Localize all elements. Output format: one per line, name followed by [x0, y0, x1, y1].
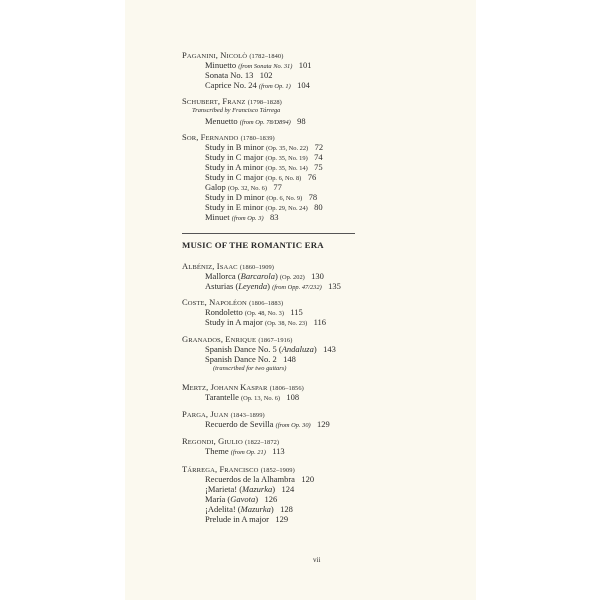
work-entry: María (Gavota) 126 [205, 494, 278, 504]
section-rule [182, 233, 355, 234]
book-page [125, 0, 476, 600]
work-entry: Study in E minor (Op. 29, No. 24) 80 [205, 202, 323, 212]
work-entry: Study in C major (Op. 6, No. 8) 76 [205, 172, 317, 182]
work-entry: Study in A minor (Op. 35, No. 14) 75 [205, 162, 323, 172]
composer-heading: SCHUBERT, FRANZ (1798–1828) [182, 96, 282, 106]
composer-heading: GRANADOS, ENRIQUE (1867–1916) [182, 334, 293, 344]
work-entry: Tarantelle (Op. 13, No. 6) 108 [205, 392, 300, 402]
work-entry: Spanish Dance No. 5 (Andaluza) 143 [205, 344, 336, 354]
page-number: vii [313, 556, 321, 564]
work-entry: Galop (Op. 32, No. 6) 77 [205, 182, 282, 192]
section-heading: MUSIC OF THE ROMANTIC ERA [182, 240, 324, 250]
work-entry: Mallorca (Barcarola) (Op. 202) 130 [205, 271, 324, 281]
work-entry: Study in A major (Op. 38, No. 23) 116 [205, 317, 327, 327]
work-entry: Recuerdo de Sevilla (from Op. 30) 129 [205, 419, 330, 429]
work-entry: Sonata No. 13 102 [205, 70, 273, 80]
composer-heading: ALBÉNIZ, ISAAC (1860–1909) [182, 261, 275, 271]
composer-heading: SOR, FERNANDO (1780–1839) [182, 132, 275, 142]
work-entry: Theme (from Op. 21) 113 [205, 446, 285, 456]
composer-heading: MERTZ, JOHANN KASPAR (1806–1856) [182, 382, 304, 392]
composer-heading: PAGANINI, NICOLÒ (1782–1840) [182, 50, 284, 60]
work-entry: ¡Marieta! (Mazurka) 124 [205, 484, 295, 494]
work-entry: Minuetto (from Sonata No. 31) 101 [205, 60, 312, 70]
work-entry: Caprice No. 24 (from Op. 1) 104 [205, 80, 310, 90]
composer-heading: REGONDI, GIULIO (1822–1872) [182, 436, 280, 446]
composer-heading: TÁRREGA, FRANCISCO (1852–1909) [182, 464, 295, 474]
work-entry: Menuetto (from Op. 78/D894) 98 [205, 116, 306, 126]
composer-heading: COSTE, NAPOLÉON (1806–1883) [182, 297, 284, 307]
work-entry: Minuet (from Op. 3) 83 [205, 212, 279, 222]
work-entry: Study in C major (Op. 35, No. 19) 74 [205, 152, 323, 162]
composer-heading: PARGA, JUAN (1843–1899) [182, 409, 265, 419]
work-entry: Spanish Dance No. 2 148 [205, 354, 296, 364]
work-entry: Study in D minor (Op. 6, No. 9) 78 [205, 192, 318, 202]
work-entry: Asturias (Leyenda) (from Opp. 47/232) 135 [205, 281, 341, 291]
work-entry: Recuerdos de la Alhambra 120 [205, 474, 315, 484]
transcriber-note: Transcribed by Francisco Tárrega [192, 107, 281, 114]
work-entry: Study in B minor (Op. 35, No. 22) 72 [205, 142, 324, 152]
work-entry: ¡Adelita! (Mazurka) 128 [205, 504, 293, 514]
transcription-note: (transcribed for two guitars) [213, 365, 287, 372]
work-entry: Prelude in A major 129 [205, 514, 289, 524]
work-entry: Rondoletto (Op. 48, No. 3) 115 [205, 307, 303, 317]
